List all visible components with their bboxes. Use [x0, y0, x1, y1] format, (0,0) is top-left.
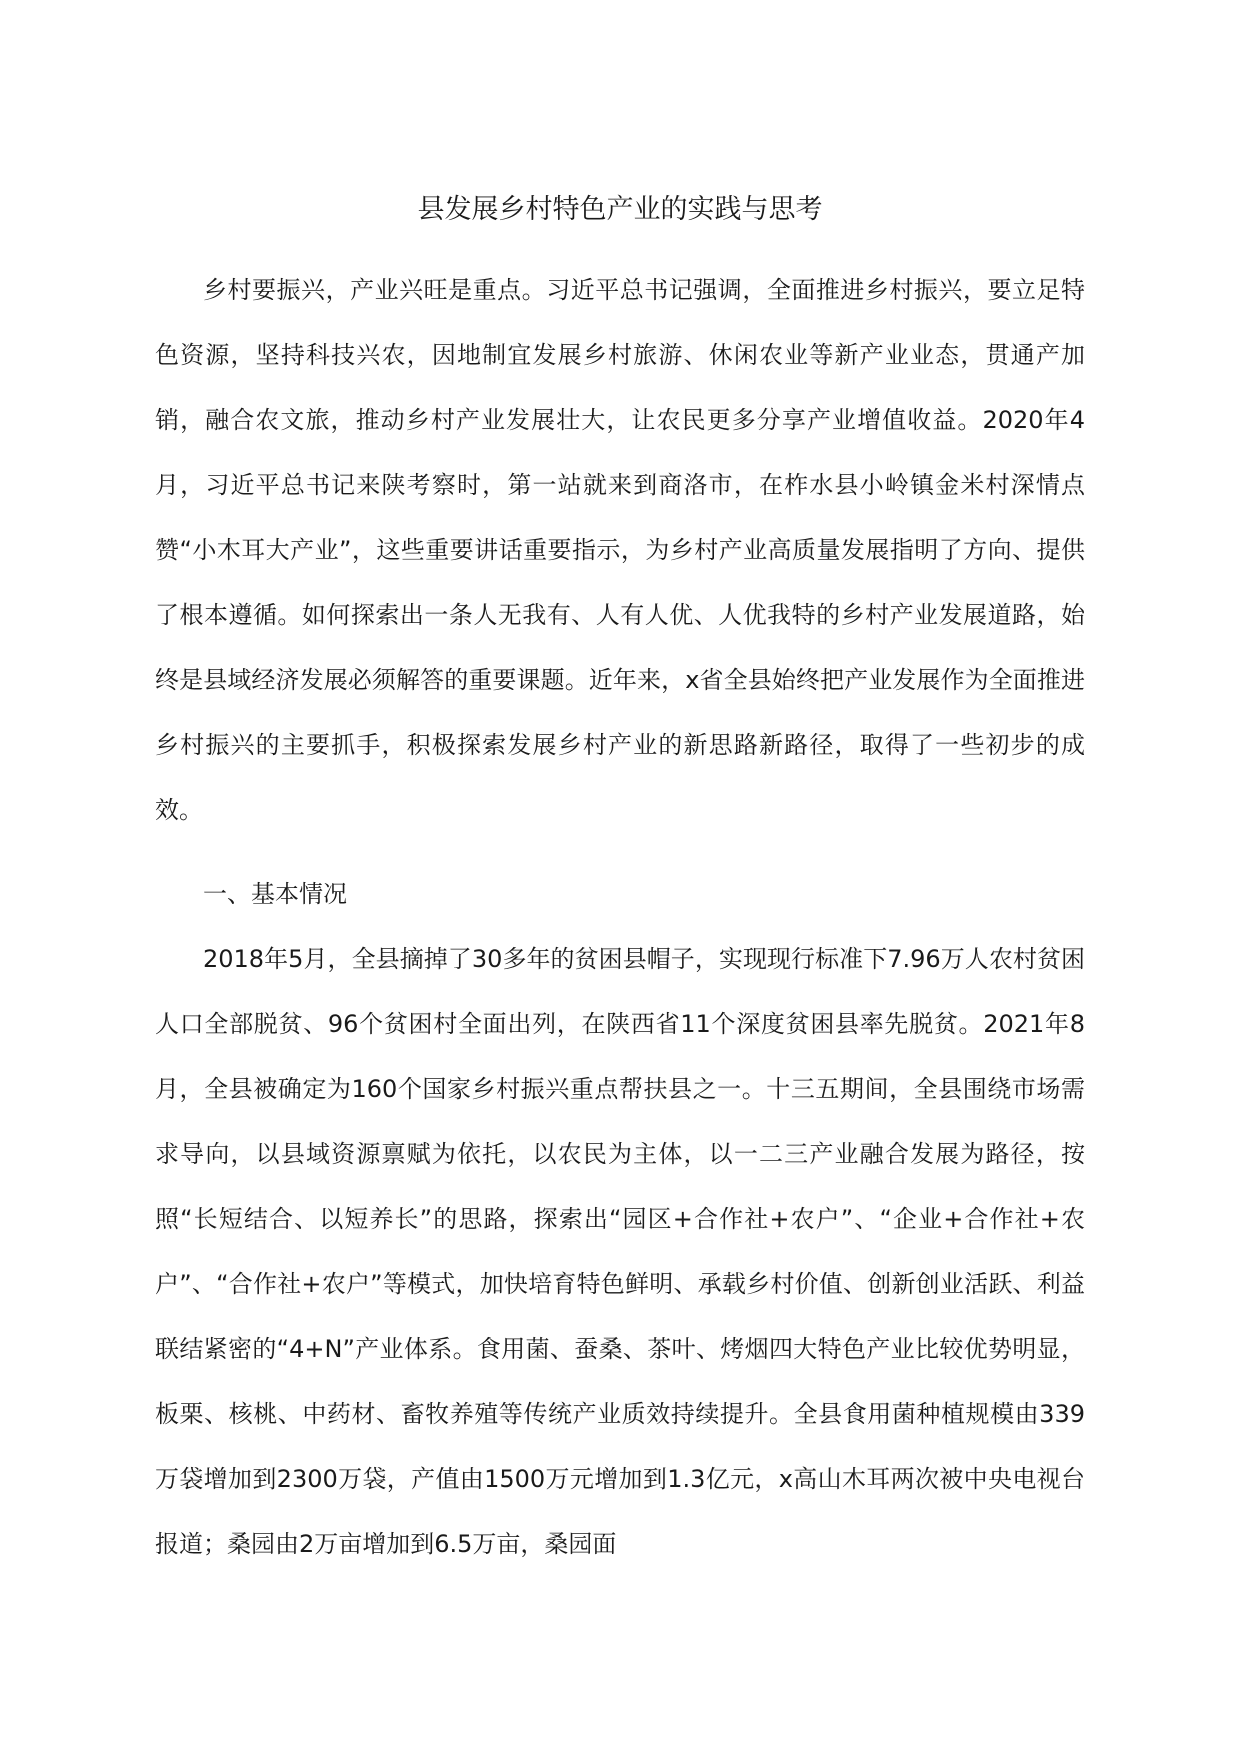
section-heading-basic-situation: 一、基本情况	[203, 880, 347, 908]
document-title: 县发展乡村特色产业的实践与思考	[417, 194, 823, 225]
basic-situation-paragraph: 2018年5月，全县摘掉了30多年的贫困县帽子，实现现行标准下7.96万人农村贫困人口全部脱贫、96个贫困村全面出列，在陕西省11个深度贫困县率先脱贫。2021年8月，全县被确定为160个国家乡村振兴重点帮扶县之一。十三五期间，全县围绕市场需求导向，以县域资源禀赋为依托，以农民为主体，以一二三产业融合发展为路径，按照“长短结合、以短养长”的思路，探索出“园区+合作社+农户”、“企业+合作社+农户”、“合作社+农户”等模式，加快培育特色鲜明、承载乡村价值、创新创业活跃、利益联结紧密的“4+N”产业体系。食用菌、蚕桑、茶叶、烤烟四大特色产业比较优势明显，板栗、核桃、中药材、畜牧养殖等传统产业质效持续提升。全县食用菌种植规模由339万袋增加到2300万袋，产值由1500万元增加到1.3亿元，x高山木耳两次被中央电视台报道；桑园由2万亩增加到6.5万亩，桑园面	[155, 945, 1085, 1558]
intro-paragraph: 乡村要振兴，产业兴旺是重点。习近平总书记强调，全面推进乡村振兴，要立足特色资源，坚持科技兴农，因地制宜发展乡村旅游、休闲农业等新产业业态，贯通产加销，融合农文旅，推动乡村产业发展壮大，让农民更多分享产业增值收益。2020年4月，习近平总书记来陕考察时，第一站就来到商洛市，在柞水县小岭镇金米村深情点赞“小木耳大产业”，这些重要讲话重要指示，为乡村产业高质量发展指明了方向、提供了根本遵循。如何探索出一条人无我有、人有人优、人优我特的乡村产业发展道路，始终是县域经济发展必须解答的重要课题。近年来，x省全县始终把产业发展作为全面推进乡村振兴的主要抓手，积极探索发展乡村产业的新思路新路径，取得了一些初步的成效。	[155, 276, 1085, 824]
